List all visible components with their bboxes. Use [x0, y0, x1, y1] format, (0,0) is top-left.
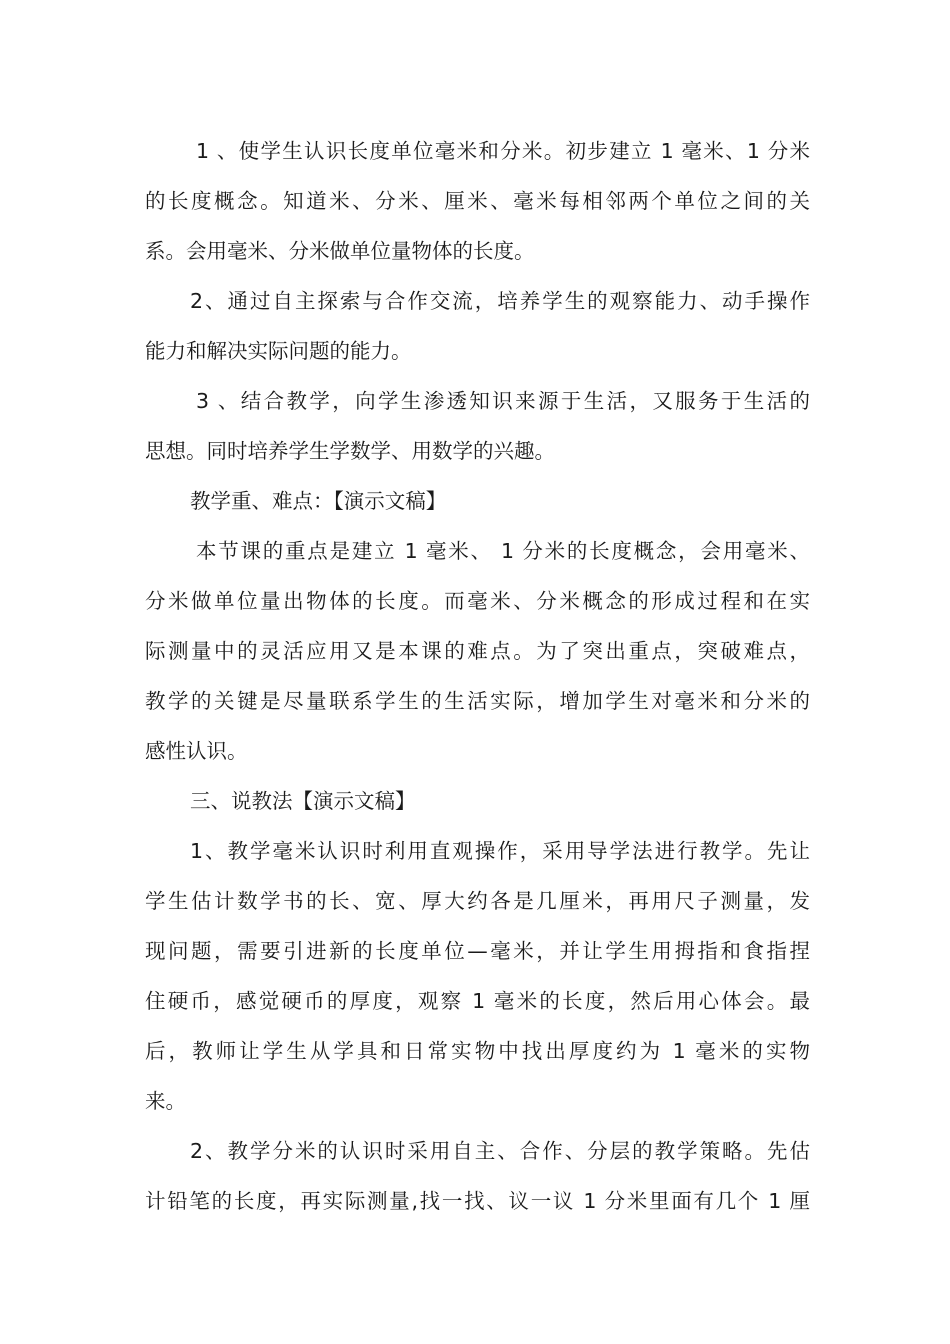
- section-heading: 教学重、难点：【演示文稿】: [190, 489, 447, 513]
- paragraph-line: 后，教师让学生从学具和日常实物中找出厚度约为 1 毫米的实物: [145, 1039, 810, 1063]
- paragraph-line: 2、通过自主探索与合作交流，培养学生的观察能力、动手操作: [190, 289, 810, 313]
- section-heading: 三、说教法【演示文稿】: [190, 789, 416, 813]
- paragraph-line: 本节课的重点是建立 1 毫米、 1 分米的长度概念，会用毫米、: [196, 539, 810, 563]
- paragraph-line: 系。会用毫米、分米做单位量物体的长度。: [145, 239, 535, 263]
- paragraph-line: 学生估计数学书的长、宽、厚大约各是几厘米，再用尺子测量，发: [145, 889, 810, 913]
- paragraph-line: 感性认识。: [145, 739, 248, 763]
- paragraph-line: 1 、使学生认识长度单位毫米和分米。初步建立 1 毫米、1 分米: [196, 139, 810, 163]
- paragraph-line: 现问题，需要引进新的长度单位—毫米，并让学生用拇指和食指捏: [145, 939, 810, 963]
- paragraph-line: 教学的关键是尽量联系学生的生活实际，增加学生对毫米和分米的: [145, 689, 810, 713]
- paragraph-line: 2、教学分米的认识时采用自主、合作、分层的教学策略。先估: [190, 1139, 810, 1163]
- paragraph-line: 能力和解决实际问题的能力。: [145, 339, 412, 363]
- paragraph-line: 分米做单位量出物体的长度。而毫米、分米概念的形成过程和在实: [145, 589, 810, 613]
- paragraph-line: 际测量中的灵活应用又是本课的难点。为了突出重点，突破难点，: [145, 639, 810, 663]
- paragraph-line: 3 、结合教学，向学生渗透知识来源于生活，又服务于生活的: [196, 389, 810, 413]
- paragraph-line: 住硬币，感觉硬币的厚度，观察 1 毫米的长度，然后用心体会。最: [145, 989, 810, 1013]
- paragraph-line: 思想。同时培养学生学数学、用数学的兴趣。: [145, 439, 555, 463]
- paragraph-line: 计铅笔的长度，再实际测量,找一找、议一议 1 分米里面有几个 1 厘: [145, 1189, 810, 1213]
- paragraph-line: 来。: [145, 1089, 186, 1113]
- paragraph-line: 的长度概念。知道米、分米、厘米、毫米每相邻两个单位之间的关: [145, 189, 810, 213]
- paragraph-line: 1、教学毫米认识时利用直观操作，采用导学法进行教学。先让: [190, 839, 810, 863]
